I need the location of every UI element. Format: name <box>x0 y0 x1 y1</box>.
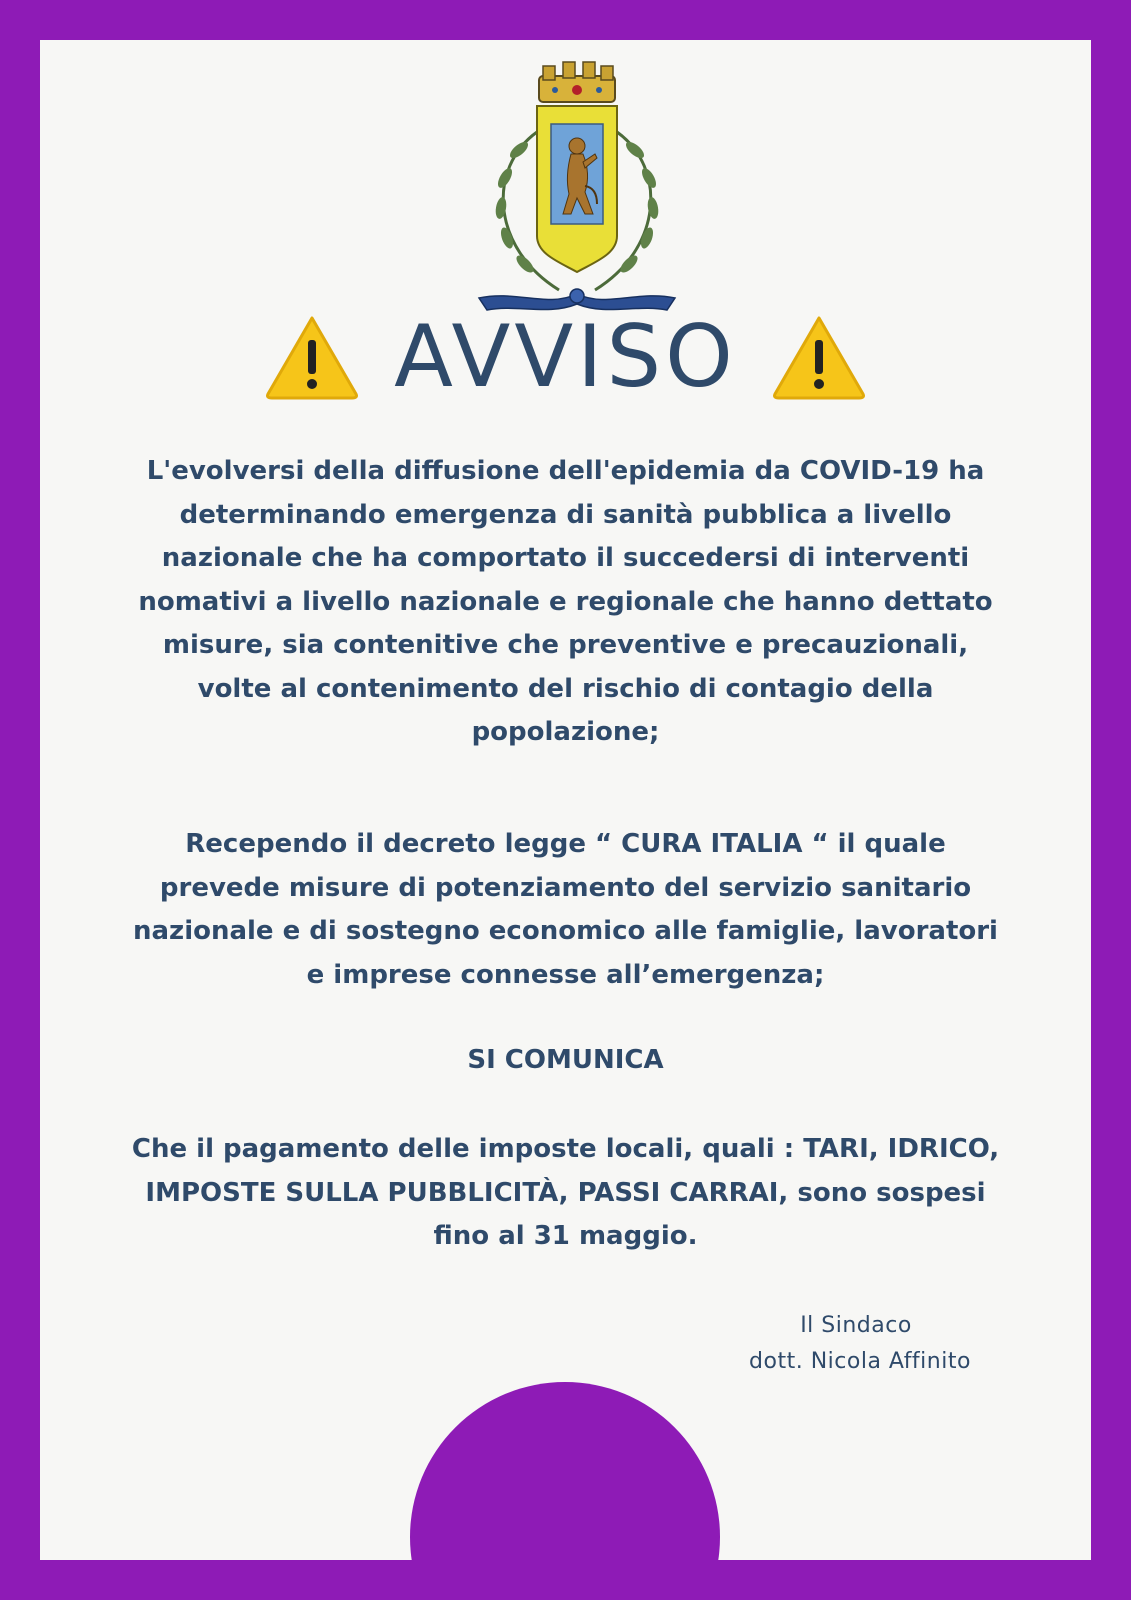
decorative-circle <box>410 1382 720 1560</box>
text-line: fino al 31 maggio. <box>433 1221 698 1251</box>
payment-paragraph <box>40 1128 1091 1259</box>
text-line: Recependo il decreto legge “ CURA ITALIA “ il quale <box>185 829 946 859</box>
announcement-heading <box>40 1039 1091 1083</box>
text-line: IMPOSTE SULLA PUBBLICITÀ, PASSI CARRAI, sono sospesi <box>145 1177 986 1208</box>
intro-paragraph <box>40 450 1091 755</box>
text-line: volte al contenimento del rischio di contagio della <box>197 673 934 704</box>
text-line: prevede misure di potenziamento del servizio sanitario <box>159 872 972 903</box>
text-line: Che il pagamento delle imposte locali, quali : TARI, IDRICO, <box>131 1134 1000 1164</box>
page-title: AVVISO <box>394 307 737 407</box>
text-line: nazionale che ha comportato il succedersi di interventi <box>161 543 970 573</box>
crown-icon <box>539 62 615 102</box>
notice-sheet <box>40 40 1091 1560</box>
text-line: determinando emergenza di sanità pubblica a livello <box>179 499 952 530</box>
coat-of-arms-icon <box>467 58 687 320</box>
decree-paragraph <box>40 823 1091 997</box>
title-row <box>40 302 1091 412</box>
warning-icon <box>264 314 360 400</box>
text-line: misure, sia contenitive che preventive e precauzionali, <box>162 630 969 660</box>
text-line: e imprese connesse all’emergenza; <box>306 959 825 990</box>
signature-block <box>700 1308 1020 1380</box>
text-line: nazionale e di sostegno economico alle famiglie, lavoratori <box>133 916 998 946</box>
text-line: popolazione; <box>471 717 660 747</box>
text-line: nomativi a livello nazionale e regionale che hanno dettato <box>138 586 993 617</box>
warning-icon <box>771 314 867 400</box>
text-line: L'evolversi della diffusione dell'epidemia da COVID-19 ha <box>146 456 985 486</box>
announcement-text: SI COMUNICA <box>467 1045 664 1075</box>
signature-role: Il Sindaco <box>800 1313 912 1338</box>
signature-name: dott. Nicola Affinito <box>749 1349 971 1374</box>
